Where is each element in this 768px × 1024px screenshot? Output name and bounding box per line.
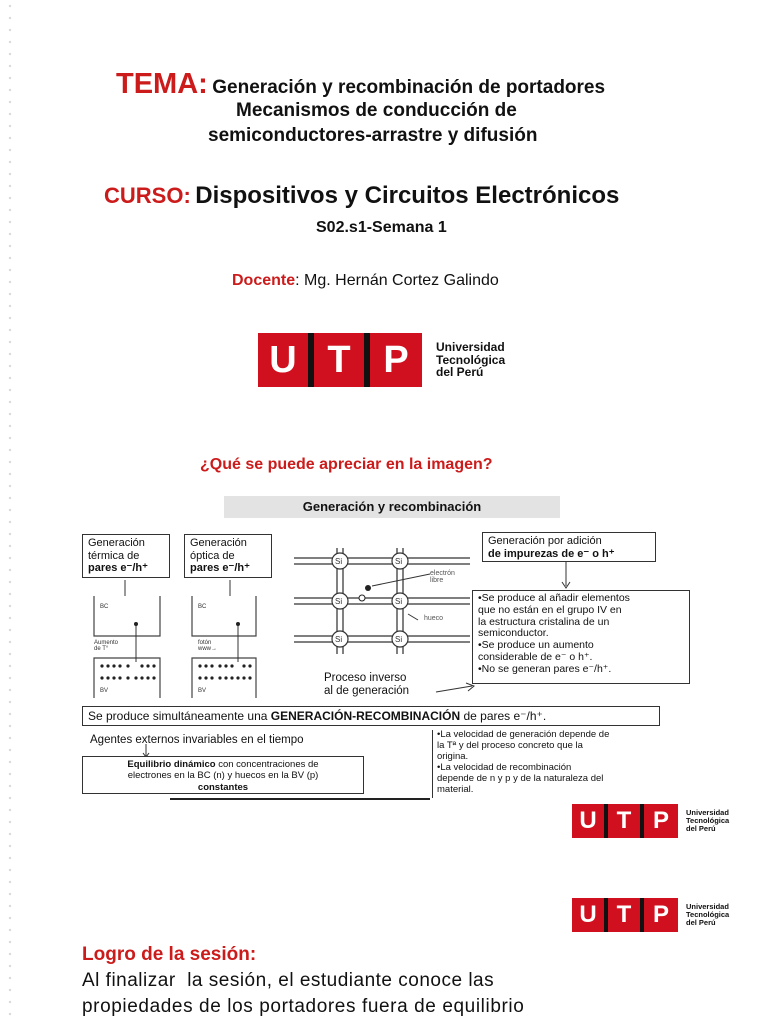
electron-libre-label: [430, 570, 455, 584]
crystal-lattice: [290, 546, 480, 656]
velocidad-text: [432, 730, 698, 798]
utp-logo-small-1: [572, 804, 729, 838]
logo1-line3: del Perú: [686, 823, 716, 833]
adicion-bullet-1: •Se produce al añadir elementos: [478, 592, 630, 604]
optica-line1: Generación: [190, 537, 247, 549]
tema-line3: semiconductores-arrastre y difusión: [208, 125, 538, 146]
optica-line3: pares e⁻/h⁺: [190, 562, 250, 575]
velocidad-line6: material.: [437, 783, 474, 795]
generation-recombination-diagram: [80, 496, 696, 800]
equilibrio-box: [82, 756, 364, 794]
equilibrio-text-d: constantes: [197, 781, 249, 793]
bv-label-2: BV: [198, 688, 207, 694]
electron-line1: electrón: [430, 570, 455, 577]
agentes-text: Agentes externos invariables en el tiempo: [90, 734, 304, 746]
bc-label-1: BC: [100, 604, 109, 610]
logo2-line3: del Perú: [686, 917, 716, 927]
aumento-line1: Aumento: [94, 640, 119, 646]
logro-line1: Al finalizar la sesión, el estudiante conoce las: [82, 970, 495, 991]
logo-letter-u: U: [258, 333, 308, 387]
curso-label: CURSO:: [104, 183, 191, 208]
hueco-label: hueco: [424, 615, 444, 622]
divider-line: [170, 798, 430, 800]
logo1-line1: Universidad: [686, 808, 729, 818]
logo1-letter-u: U: [572, 804, 604, 838]
simultanea-text-c: de pares e⁻/h⁺.: [460, 709, 547, 723]
aumento-line2: de T°: [94, 646, 109, 652]
simultanea-box: [82, 706, 660, 726]
si-1: Si: [335, 557, 343, 566]
logo1-letter-t: T: [608, 804, 640, 838]
utp-logo-main: [258, 333, 505, 387]
si-6: Si: [395, 635, 403, 644]
aumento-label: [94, 640, 118, 652]
si-2: Si: [395, 557, 403, 566]
velocidad-line3: origina.: [437, 750, 469, 762]
docente-label: Docente: [232, 272, 296, 289]
velocidad-line4: •La velocidad de recombinación: [437, 761, 572, 773]
foton-line1: fotón: [198, 640, 212, 646]
logo1-line2: Tecnológica: [686, 816, 730, 826]
docente-line: [232, 272, 499, 290]
adicion-bullet-6: considerable de e⁻ o h⁺.: [478, 650, 593, 663]
velocidad-line1: •La velocidad de generación depende de: [437, 729, 610, 740]
logo1-letter-p: P: [644, 804, 678, 838]
adicion-bullet-2: que no están en el grupo IV en: [478, 603, 622, 616]
adicion-bullet-4: semiconductor.: [478, 627, 549, 640]
adicion-line1: Generación por adición: [488, 535, 602, 547]
optica-line2: óptica de: [190, 549, 235, 562]
si-3: Si: [335, 597, 343, 606]
utp-logo-small-2: [572, 898, 729, 932]
logo2-letter-p: P: [644, 898, 678, 932]
bc-label-2: BC: [198, 604, 207, 610]
logo2-letter-u: U: [572, 898, 604, 932]
equilibrio-text-a: Equilibrio dinámico: [127, 759, 216, 770]
diagram-title: [224, 496, 560, 518]
simultanea-text-b: GENERACIÓN-RECOMBINACIÓN: [270, 709, 461, 723]
velocidad-line2: la Tª y del proceso concreto que la: [437, 739, 583, 751]
simultanea-text-a: Se produce simultáneamente una: [88, 709, 271, 723]
termica-line1: Generación: [88, 537, 145, 549]
logo-letter-p: P: [370, 333, 422, 387]
termica-line2: térmica de: [88, 549, 140, 562]
bv-label-1: BV: [100, 688, 109, 694]
si-5: Si: [335, 635, 343, 644]
logro-title: Logro de la sesión:: [82, 944, 257, 965]
adicion-bullet-7: •No se generan pares e⁻/h⁺.: [478, 662, 612, 675]
equilibrio-text-b: con concentraciones de: [215, 759, 319, 770]
logo-line1: Universidad: [436, 340, 505, 355]
termica-line3: pares e⁻/h⁺: [88, 562, 148, 575]
curso-heading: [104, 182, 619, 210]
logro-line2: propiedades de los portadores fuera de equilibrio: [82, 996, 525, 1017]
adicion-box: [482, 532, 656, 562]
electron-line2: libre: [430, 577, 444, 584]
logo-letter-t: T: [314, 333, 364, 387]
proceso-line2: al de generación: [324, 685, 410, 698]
docente-value: : Mg. Hernán Cortez Galindo: [295, 272, 499, 289]
logo2-letter-t: T: [608, 898, 640, 932]
tema-heading: [116, 68, 716, 101]
proceso-line1: Proceso inverso: [324, 672, 407, 684]
session-label: S02.s1-Semana 1: [316, 219, 447, 236]
adicion-arrow: [560, 562, 572, 590]
curso-value: Dispositivos y Circuitos Electrónicos: [195, 182, 620, 209]
si-4: Si: [395, 597, 403, 606]
tema-label: TEMA:: [116, 68, 208, 100]
equilibrio-text-c: electrones en la BC (n) y huecos en la BV (p): [127, 770, 319, 782]
dotted-margin: [4, 0, 16, 1024]
adicion-line2: de impurezas de e⁻ o h⁺: [488, 547, 615, 560]
tema-line1: Generación y recombinación de portadores: [212, 77, 606, 98]
logo-line3: del Perú: [436, 365, 484, 380]
logo2-line2: Tecnológica: [686, 910, 730, 920]
foton-label: [198, 640, 217, 652]
optica-box: [184, 534, 272, 578]
adicion-bullet-5: •Se produce un aumento: [478, 639, 594, 651]
tema-line2: Mecanismos de conducción de: [236, 100, 517, 121]
diagram-title-text: Generación y recombinación: [302, 499, 482, 514]
recombination-arrows: [80, 656, 696, 708]
termica-box: [82, 534, 170, 578]
velocidad-line5: depende de n y p y de la naturaleza del: [437, 772, 604, 784]
logo-line2: Tecnológica: [436, 352, 506, 367]
foton-line2: ᴡᴡᴡ→: [198, 646, 217, 652]
adicion-bullet-3: la estructura cristalina de un: [478, 615, 610, 628]
logo2-line1: Universidad: [686, 902, 729, 912]
question-text: ¿Qué se puede apreciar en la imagen?: [200, 456, 493, 473]
